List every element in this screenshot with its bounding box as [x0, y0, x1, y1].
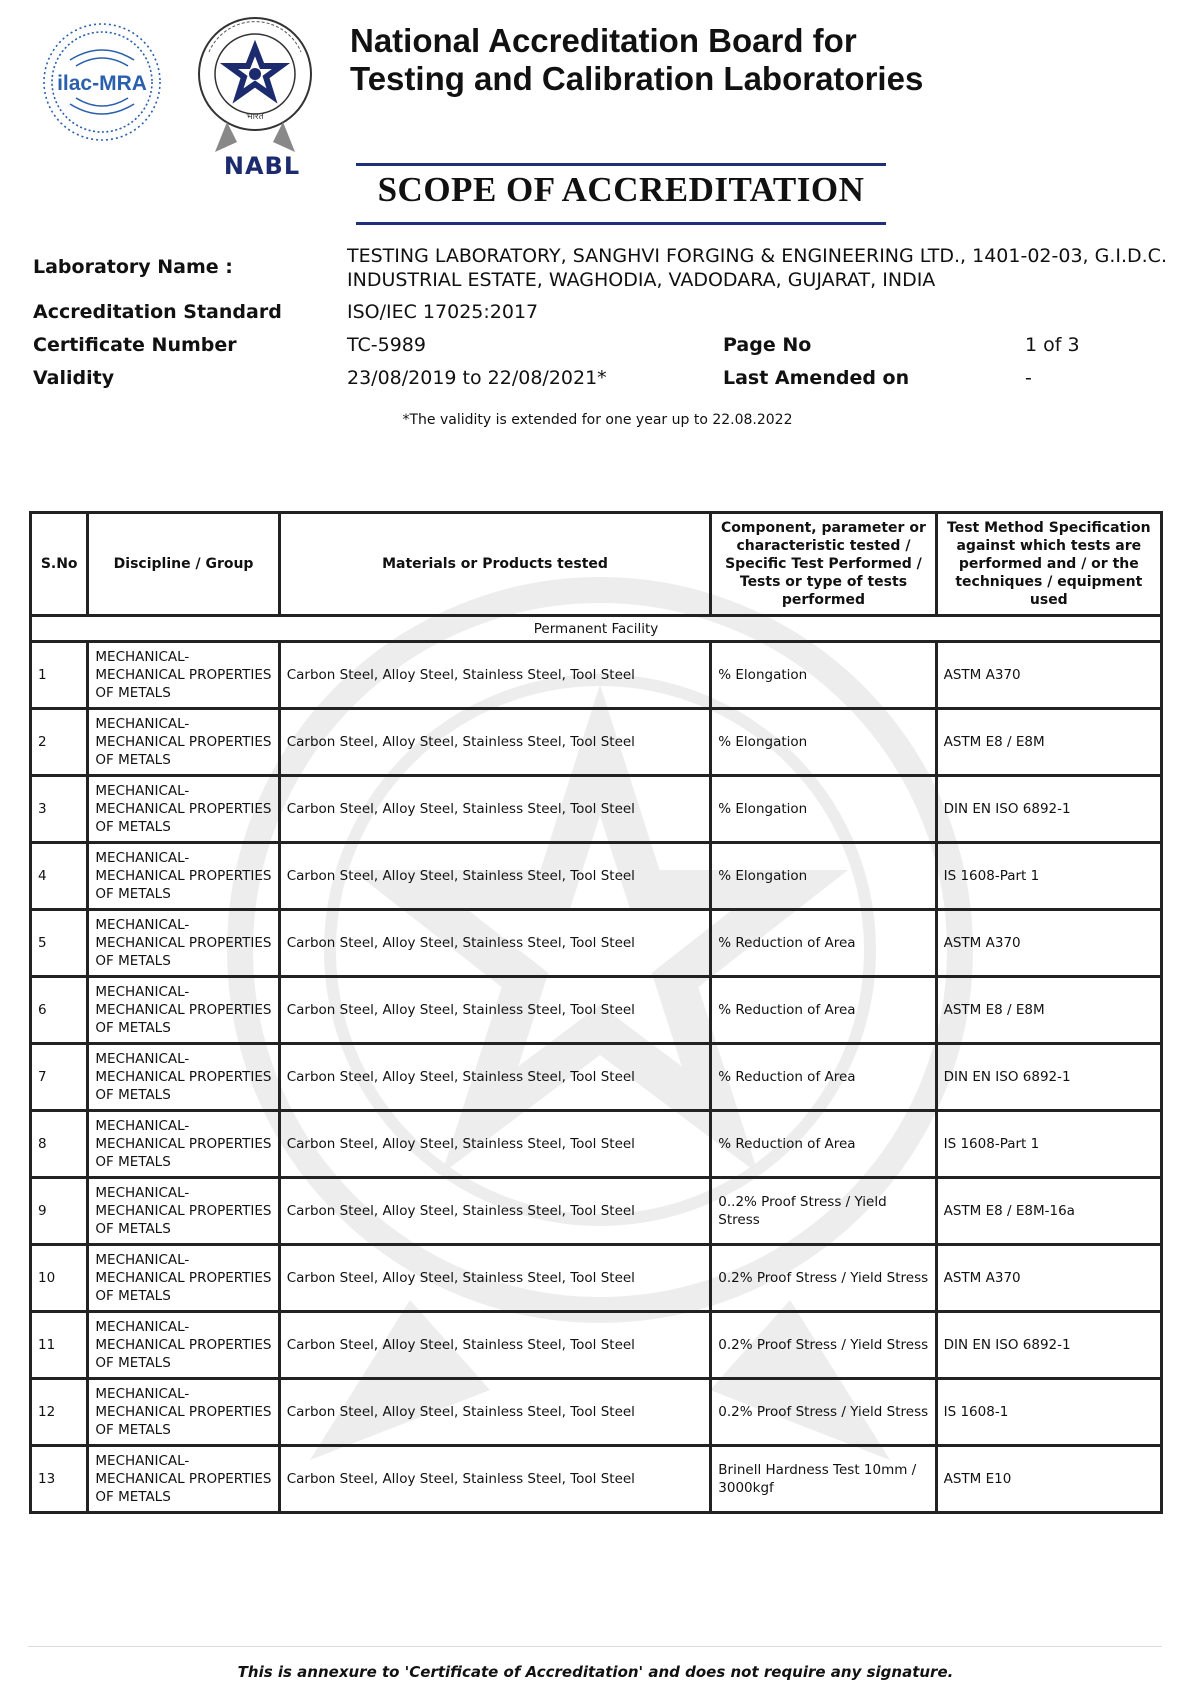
cell-discipline [88, 1245, 279, 1312]
discipline-line: OF METALS [95, 1422, 171, 1438]
header-component: Component, parameter or characteristic tested / Specific Test Performed / Tests or type of tests performed [711, 513, 936, 616]
cell-material: Carbon Steel, Alloy Steel, Stainless Steel, Tool Steel [279, 843, 711, 910]
cell-material: Carbon Steel, Alloy Steel, Stainless Steel, Tool Steel [279, 709, 711, 776]
discipline-line: MECHANICAL PROPERTIES [95, 1270, 272, 1286]
cell-discipline [88, 776, 279, 843]
discipline-line: MECHANICAL PROPERTIES [95, 1404, 272, 1420]
certificate-number-value: TC-5989 [347, 334, 426, 356]
discipline-line: MECHANICAL- [95, 649, 190, 665]
discipline-line: MECHANICAL PROPERTIES [95, 1203, 272, 1219]
cell-component: Brinell Hardness Test 10mm / 3000kgf [711, 1446, 936, 1513]
standard-label: Accreditation Standard [33, 301, 282, 323]
discipline-line: MECHANICAL PROPERTIES [95, 734, 272, 750]
nabl-logo-text: NABL [223, 152, 301, 180]
cell-discipline [88, 1044, 279, 1111]
discipline-line: MECHANICAL- [95, 1252, 190, 1268]
discipline-line: MECHANICAL PROPERTIES [95, 935, 272, 951]
table-row [31, 1044, 1162, 1111]
cell-method: ASTM A370 [936, 642, 1161, 709]
cell-component: 0.2% Proof Stress / Yield Stress [711, 1312, 936, 1379]
cell-sno: 1 [31, 642, 88, 709]
cell-component: % Reduction of Area [711, 1044, 936, 1111]
discipline-line: OF METALS [95, 886, 171, 902]
cell-method: ASTM E8 / E8M-16a [936, 1178, 1161, 1245]
facility-row [31, 616, 1162, 642]
discipline-line: MECHANICAL- [95, 1051, 190, 1067]
header-method: Test Method Specification against which tests are performed and / or the techniques / equipment used [936, 513, 1161, 616]
cell-material: Carbon Steel, Alloy Steel, Stainless Steel, Tool Steel [279, 1245, 711, 1312]
discipline-line: OF METALS [95, 819, 171, 835]
discipline-line: OF METALS [95, 1355, 171, 1371]
cell-material: Carbon Steel, Alloy Steel, Stainless Steel, Tool Steel [279, 1446, 711, 1513]
validity-extension-note [0, 412, 1191, 428]
cell-sno: 2 [31, 709, 88, 776]
cell-method: IS 1608-Part 1 [936, 1111, 1161, 1178]
cell-method: IS 1608-Part 1 [936, 843, 1161, 910]
scope-table [29, 511, 1163, 1514]
cell-discipline [88, 1178, 279, 1245]
facility-label: Permanent Facility [31, 616, 1162, 642]
discipline-line: OF METALS [95, 1020, 171, 1036]
cell-material: Carbon Steel, Alloy Steel, Stainless Steel, Tool Steel [279, 1379, 711, 1446]
scope-title: SCOPE OF ACCREDITATION [377, 170, 865, 209]
cell-material: Carbon Steel, Alloy Steel, Stainless Steel, Tool Steel [279, 1312, 711, 1379]
nabl-seal-inscription: भारत [246, 112, 264, 122]
header-sno: S.No [31, 513, 88, 616]
discipline-line: MECHANICAL PROPERTIES [95, 801, 272, 817]
standard-value: ISO/IEC 17025:2017 [347, 301, 539, 323]
discipline-line: MECHANICAL PROPERTIES [95, 1337, 272, 1353]
header-discipline: Discipline / Group [88, 513, 279, 616]
cell-sno: 8 [31, 1111, 88, 1178]
footer-note: This is annexure to 'Certificate of Accreditation' and does not require any signature. [237, 1663, 954, 1681]
lab-name-line1: TESTING LABORATORY, SANGHVI FORGING & ENGINEERING LTD., 1401-02-03, G.I.D.C. [347, 245, 1167, 267]
cell-sno: 3 [31, 776, 88, 843]
lab-name-line2: INDUSTRIAL ESTATE, WAGHODIA, VADODARA, GUJARAT, INDIA [347, 269, 936, 291]
table-row [31, 709, 1162, 776]
cell-sno: 12 [31, 1379, 88, 1446]
cell-sno: 10 [31, 1245, 88, 1312]
discipline-line: MECHANICAL PROPERTIES [95, 667, 272, 683]
ilac-logo-label: ilac-MRA [57, 72, 147, 95]
cell-component: % Reduction of Area [711, 1111, 936, 1178]
table-row [31, 1312, 1162, 1379]
cell-component: % Elongation [711, 642, 936, 709]
last-amended-value: - [1025, 367, 1032, 389]
cell-material: Carbon Steel, Alloy Steel, Stainless Steel, Tool Steel [279, 1044, 711, 1111]
discipline-line: OF METALS [95, 1087, 171, 1103]
cell-material: Carbon Steel, Alloy Steel, Stainless Steel, Tool Steel [279, 776, 711, 843]
cell-method: ASTM E8 / E8M [936, 709, 1161, 776]
cell-material: Carbon Steel, Alloy Steel, Stainless Steel, Tool Steel [279, 910, 711, 977]
table-row [31, 1245, 1162, 1312]
cell-component: % Reduction of Area [711, 977, 936, 1044]
cell-component: % Elongation [711, 843, 936, 910]
discipline-line: MECHANICAL- [95, 1453, 190, 1469]
validity-extension-note-text: *The validity is extended for one year up to 22.08.2022 [402, 412, 793, 428]
cell-discipline [88, 977, 279, 1044]
discipline-line: OF METALS [95, 1489, 171, 1505]
table-row [31, 977, 1162, 1044]
cell-method: DIN EN ISO 6892-1 [936, 1312, 1161, 1379]
discipline-line: MECHANICAL- [95, 716, 190, 732]
cell-sno: 4 [31, 843, 88, 910]
footer-divider [28, 1646, 1162, 1647]
last-amended-label: Last Amended on [723, 367, 910, 389]
table-row [31, 843, 1162, 910]
cell-discipline [88, 843, 279, 910]
table-row [31, 776, 1162, 843]
cell-material: Carbon Steel, Alloy Steel, Stainless Steel, Tool Steel [279, 1111, 711, 1178]
discipline-line: OF METALS [95, 1154, 171, 1170]
cell-sno: 6 [31, 977, 88, 1044]
discipline-line: MECHANICAL- [95, 984, 190, 1000]
table-row [31, 1111, 1162, 1178]
discipline-line: MECHANICAL PROPERTIES [95, 1002, 272, 1018]
validity-label: Validity [33, 367, 115, 389]
discipline-line: MECHANICAL- [95, 1319, 190, 1335]
cell-component: 0..2% Proof Stress / Yield Stress [711, 1178, 936, 1245]
cell-material: Carbon Steel, Alloy Steel, Stainless Steel, Tool Steel [279, 1178, 711, 1245]
cell-discipline [88, 1312, 279, 1379]
discipline-line: OF METALS [95, 953, 171, 969]
table-row [31, 910, 1162, 977]
organization-title-line1: National Accreditation Board for [350, 22, 857, 59]
cell-component: 0.2% Proof Stress / Yield Stress [711, 1379, 936, 1446]
cell-discipline [88, 1446, 279, 1513]
cell-method: IS 1608-1 [936, 1379, 1161, 1446]
discipline-line: MECHANICAL PROPERTIES [95, 1136, 272, 1152]
table-row [31, 1446, 1162, 1513]
cell-component: 0.2% Proof Stress / Yield Stress [711, 1245, 936, 1312]
cell-method: DIN EN ISO 6892-1 [936, 1044, 1161, 1111]
cell-discipline [88, 709, 279, 776]
cell-method: DIN EN ISO 6892-1 [936, 776, 1161, 843]
cell-component: % Reduction of Area [711, 910, 936, 977]
certificate-number-label: Certificate Number [33, 334, 237, 356]
cell-component: % Elongation [711, 776, 936, 843]
discipline-line: OF METALS [95, 1221, 171, 1237]
cell-component: % Elongation [711, 709, 936, 776]
discipline-line: MECHANICAL- [95, 917, 190, 933]
lab-name-label: Laboratory Name : [33, 256, 233, 278]
organization-title-line2: Testing and Calibration Laboratories [350, 60, 924, 97]
cell-discipline [88, 910, 279, 977]
table-row [31, 1178, 1162, 1245]
table-row [31, 1379, 1162, 1446]
table-row [31, 642, 1162, 709]
cell-method: ASTM E10 [936, 1446, 1161, 1513]
page-no-label: Page No [723, 334, 812, 356]
organization-title [350, 22, 1150, 98]
cell-material: Carbon Steel, Alloy Steel, Stainless Steel, Tool Steel [279, 977, 711, 1044]
discipline-line: OF METALS [95, 1288, 171, 1304]
cell-discipline [88, 1111, 279, 1178]
lab-name-value [347, 244, 1167, 292]
discipline-line: OF METALS [95, 752, 171, 768]
cell-method: ASTM A370 [936, 910, 1161, 977]
discipline-line: MECHANICAL- [95, 850, 190, 866]
cell-material: Carbon Steel, Alloy Steel, Stainless Steel, Tool Steel [279, 642, 711, 709]
discipline-line: MECHANICAL- [95, 1185, 190, 1201]
cell-sno: 9 [31, 1178, 88, 1245]
header-materials: Materials or Products tested [279, 513, 711, 616]
discipline-line: MECHANICAL- [95, 783, 190, 799]
validity-value: 23/08/2019 to 22/08/2021* [347, 367, 607, 389]
cell-sno: 11 [31, 1312, 88, 1379]
discipline-line: MECHANICAL- [95, 1386, 190, 1402]
cell-method: ASTM E8 / E8M [936, 977, 1161, 1044]
table-header-row [31, 513, 1162, 616]
cell-discipline [88, 1379, 279, 1446]
discipline-line: MECHANICAL PROPERTIES [95, 868, 272, 884]
cell-discipline [88, 642, 279, 709]
ilac-mra-logo [40, 20, 165, 145]
cell-method: ASTM A370 [936, 1245, 1161, 1312]
discipline-line: OF METALS [95, 685, 171, 701]
discipline-line: MECHANICAL PROPERTIES [95, 1069, 272, 1085]
page-no-value: 1 of 3 [1025, 334, 1080, 356]
cell-sno: 13 [31, 1446, 88, 1513]
discipline-line: MECHANICAL PROPERTIES [95, 1471, 272, 1487]
cell-sno: 7 [31, 1044, 88, 1111]
cell-sno: 5 [31, 910, 88, 977]
discipline-line: MECHANICAL- [95, 1118, 190, 1134]
